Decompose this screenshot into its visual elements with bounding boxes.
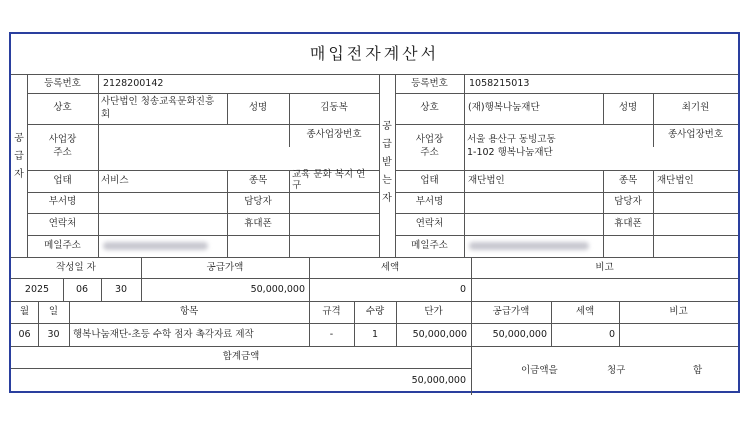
supplier-side-label: 공 급 자 [14,133,24,180]
buyer-name: (재)행복나눔재단 [468,102,540,113]
summary-tax: 0 [459,284,466,295]
items-header-spec: 규격 [322,306,341,317]
buyer-email-redacted [469,242,589,250]
buyer-addr-line1: 서울 용산구 동빙고동 [467,134,556,145]
items-header-qty: 수량 [365,306,385,317]
buyer-name-label: 상호 [420,102,439,113]
items-header-tax: 세액 [575,306,595,317]
buyer-biz-item-label: 종목 [618,175,638,186]
item-tax: 0 [608,329,615,340]
supplier-branch-label: 종사업장번호 [306,129,362,140]
supplier-biz-item-label: 종목 [248,175,268,186]
supplier-reg-no: 2128200142 [103,78,164,89]
summary-supply: 50,000,000 [250,284,305,295]
items-header-supply: 공급가액 [492,306,530,317]
buyer-branch-label: 종사업장번호 [667,129,724,140]
item-supply: 50,000,000 [492,329,547,340]
supplier-biz-type-label: 업태 [53,175,72,186]
supplier-addr-label-2: 주소 [53,147,72,158]
supplier-email-redacted [103,242,208,250]
item-qty: 1 [371,329,379,340]
supplier-addr-label-1: 사업장 [48,134,77,145]
supplier-reg-no-label: 등록번호 [44,78,81,89]
items-header-unit-price: 단가 [424,306,443,317]
date-month: 06 [75,284,89,295]
total-label: 합계금액 [222,351,260,362]
buyer-email-label: 메일주소 [411,240,448,251]
note-label: 비고 [595,262,614,273]
item-month: 06 [18,329,31,340]
buyer-dept-label: 부서명 [415,196,444,207]
item-spec: - [329,329,334,340]
invoice-document [9,32,740,393]
buyer-biz-item: 재단법인 [657,175,694,186]
items-header-month: 월 [19,306,30,317]
item-day: 30 [47,329,60,340]
supplier-name-line1: 사단법인 청송교육문화진흥 [101,96,215,107]
supplier-dept-label: 부서명 [48,196,77,207]
invoice-title: 매입전자계산서 [309,44,440,63]
buyer-contact-label: 연락처 [415,218,444,229]
supplier-email-label: 메일주소 [44,240,81,251]
items-header-item: 항목 [179,306,199,317]
grid-line [11,74,738,75]
total-amount: 50,000,000 [411,375,466,386]
supplier-contact-label: 연락처 [48,218,77,229]
supplier-manager-label: 담당자 [244,196,272,207]
item-name: 행복나눔재단-초등 수학 점자 촉각자료 제작 [73,329,254,340]
buyer-mobile-label: 휴대폰 [614,218,642,229]
date-day: 30 [114,284,128,295]
supplier-ceo: 김동복 [320,102,348,113]
buyer-reg-no: 1058215013 [469,78,530,89]
claim-mid: 청구 [607,365,626,376]
supplier-mobile-label: 휴대폰 [244,218,272,229]
item-unit-price: 50,000,000 [412,329,467,340]
date-label: 작성일 자 [56,262,96,273]
supplier-biz-type: 서비스 [101,175,129,186]
buyer-addr-label-2: 주소 [420,147,439,158]
claim-suffix: 함 [693,365,703,376]
supplier-biz-item-line2: 구 [292,180,302,191]
buyer-biz-type: 재단법인 [468,175,505,186]
items-header-day: 일 [48,306,59,317]
tax-label: 세액 [380,262,400,273]
buyer-manager-label: 담당자 [614,196,642,207]
buyer-addr-line2: 1-102 행복나눔재단 [467,147,553,158]
claim-prefix: 이금액을 [521,365,558,376]
supplier-name-label: 상호 [53,102,72,113]
buyer-side-label: 공 급 받 는 자 [382,121,392,204]
items-header-note: 비고 [669,306,688,317]
buyer-biz-type-label: 업태 [420,175,439,186]
supplier-ceo-label: 성명 [248,102,268,113]
supplier-name-line2: 회 [101,109,111,120]
buyer-addr-label-1: 사업장 [415,134,444,145]
date-year: 2025 [24,284,50,295]
supply-label: 공급가액 [206,262,244,273]
buyer-ceo-label: 성명 [618,102,638,113]
buyer-reg-no-label: 등록번호 [411,78,448,89]
buyer-ceo: 최기원 [681,102,710,113]
supplier-biz-item-line1: 교육 문화 복지 연 [292,169,366,180]
